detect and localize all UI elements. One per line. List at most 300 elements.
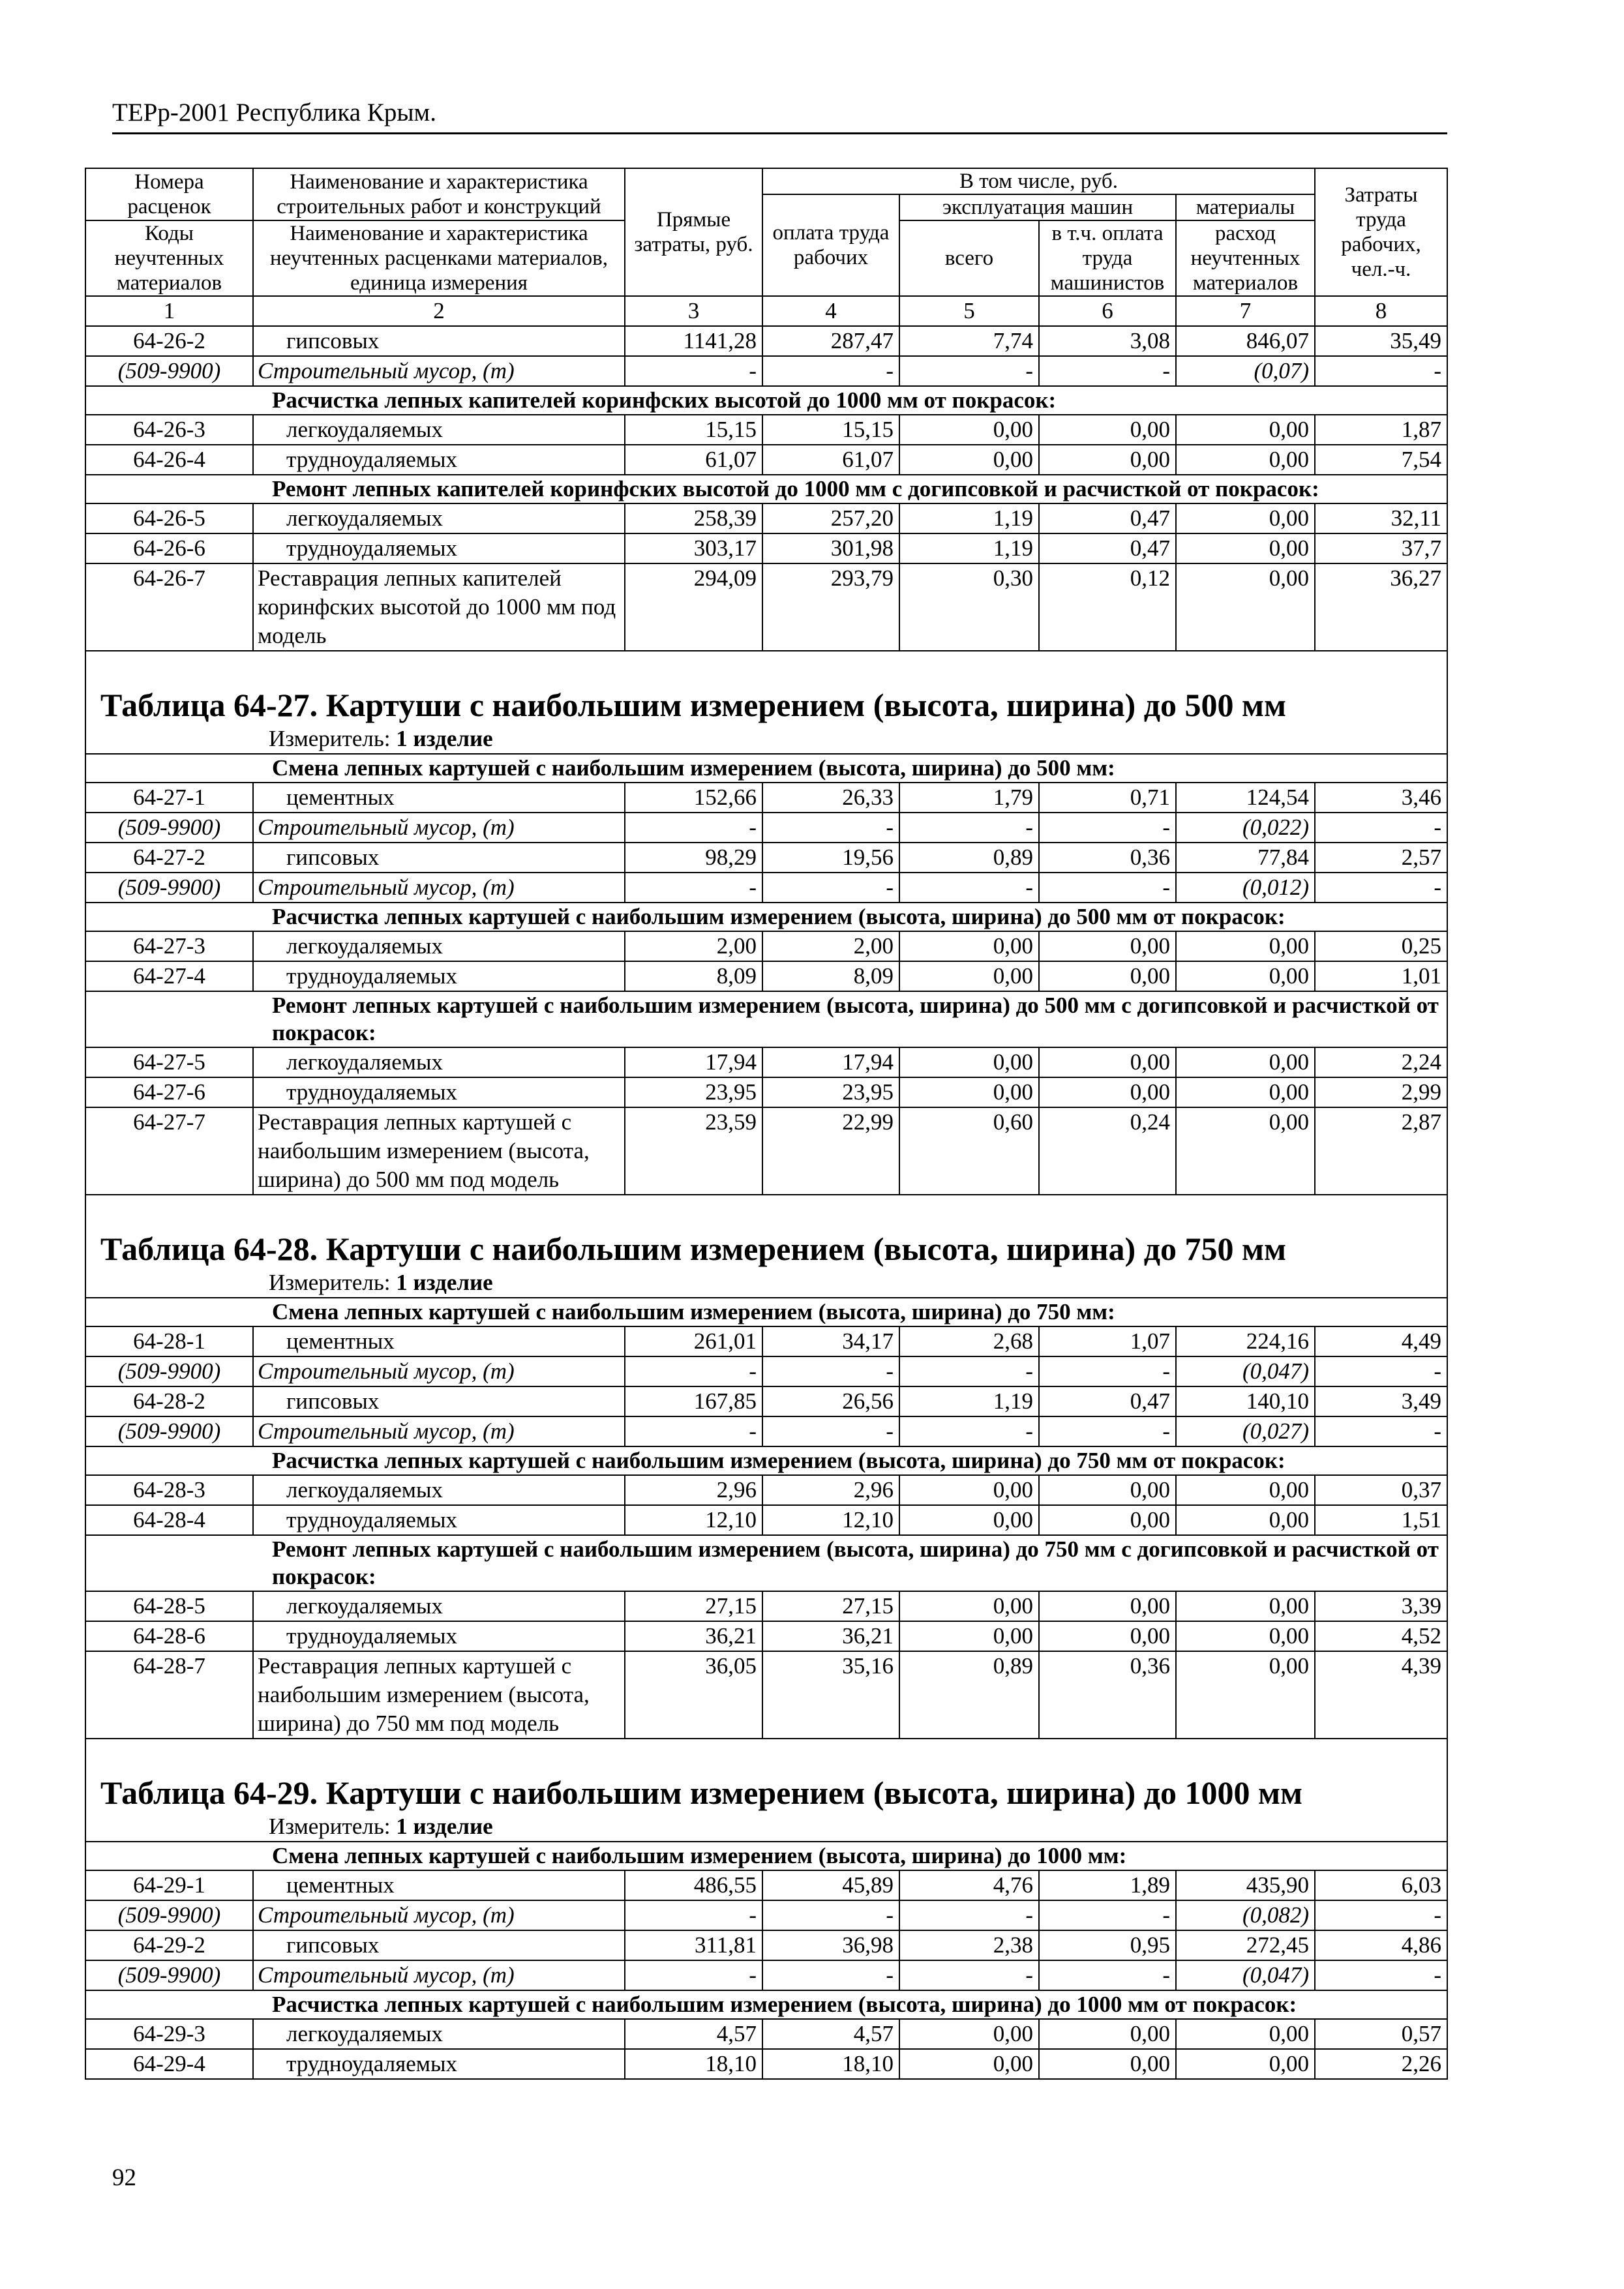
rate-code: 64-26-3 [85,415,253,445]
value-cell: 293,79 [762,563,899,651]
value-cell: - [899,1356,1039,1386]
value-cell: 1141,28 [625,326,762,356]
value-cell: - [1315,873,1447,903]
value-cell: 1,01 [1315,961,1447,991]
value-cell: 124,54 [1176,783,1315,813]
table-title-row [85,1739,1447,1812]
rate-code: 64-27-7 [85,1107,253,1195]
rate-code: 64-28-6 [85,1621,253,1651]
material-code: (509-9900) [85,1356,253,1386]
value-cell: 12,10 [625,1505,762,1535]
material-row [85,1416,1447,1446]
value-cell: 1,87 [1315,415,1447,445]
section-header-row [85,1446,1447,1475]
rate-name: трудноудаляемых [253,1077,625,1107]
machines-header: эксплуатация машин [899,194,1176,220]
rate-row [85,1475,1447,1505]
material-code: (509-9900) [85,813,253,843]
value-cell: 257,20 [762,503,899,533]
section-header-row [85,386,1447,415]
column-number: 2 [253,296,625,326]
rate-code: 64-27-3 [85,931,253,961]
value-cell: 0,00 [1176,1651,1315,1739]
value-cell: 1,19 [899,533,1039,563]
value-cell: 0,00 [899,1505,1039,1535]
material-name: Строительный мусор, (т) [253,1416,625,1446]
value-cell: 1,89 [1039,1870,1176,1900]
column-number: 7 [1176,296,1315,326]
value-cell: 0,36 [1039,1651,1176,1739]
value-cell: 0,00 [1176,931,1315,961]
rate-name: легкоудаляемых [253,415,625,445]
material-code: (509-9900) [85,356,253,386]
value-cell: 0,00 [899,1591,1039,1621]
section-header-row [85,1535,1447,1591]
rate-name: цементных [253,1870,625,1900]
value-cell: 98,29 [625,843,762,873]
section-title: Расчистка лепных картушей с наибольшим измерением (высота, ширина) до 500 мм от покрасок: [85,903,1447,931]
value-cell: - [1315,813,1447,843]
rate-code: 64-28-2 [85,1386,253,1416]
rate-code: 64-29-1 [85,1870,253,1900]
rate-code: 64-26-6 [85,533,253,563]
value-cell: 0,24 [1039,1107,1176,1195]
value-cell: 0,89 [899,1651,1039,1739]
material-name: Строительный мусор, (т) [253,1900,625,1930]
value-cell: 17,94 [625,1047,762,1077]
value-cell: 2,24 [1315,1047,1447,1077]
value-cell: 846,07 [1176,326,1315,356]
rate-row [85,1077,1447,1107]
value-cell: 2,00 [625,931,762,961]
value-cell: - [762,1356,899,1386]
page-number: 92 [112,2164,136,2191]
value-cell: 0,00 [899,931,1039,961]
rate-name: цементных [253,783,625,813]
value-cell: - [762,873,899,903]
value-cell: 0,00 [1039,1505,1176,1535]
value-cell: 61,07 [625,445,762,475]
value-cell: 0,00 [1039,2019,1176,2049]
material-name: Строительный мусор, (т) [253,873,625,903]
rate-code: 64-27-5 [85,1047,253,1077]
header-row-1 [85,168,1447,194]
value-cell: - [762,1960,899,1990]
value-cell: 0,00 [1176,563,1315,651]
value-cell: - [899,356,1039,386]
value-cell: - [1039,813,1176,843]
value-cell: 486,55 [625,1870,762,1900]
value-cell: 301,98 [762,533,899,563]
section-title: Расчистка лепных картушей с наибольшим измерением (высота, ширина) до 750 мм от покрасок: [85,1446,1447,1475]
value-cell: 2,26 [1315,2049,1447,2079]
value-cell: 0,00 [1176,1591,1315,1621]
table-title-row [85,1195,1447,1268]
rate-name: гипсовых [253,326,625,356]
value-cell: 18,10 [762,2049,899,2079]
rate-row [85,1047,1447,1077]
value-cell: - [899,813,1039,843]
value-cell: - [899,1416,1039,1446]
material-name: Строительный мусор, (т) [253,813,625,843]
rate-name: трудноудаляемых [253,445,625,475]
rate-code: 64-28-1 [85,1326,253,1356]
value-cell: 0,95 [1039,1930,1176,1960]
rate-code: 64-29-3 [85,2019,253,2049]
rate-code: 64-29-4 [85,2049,253,2079]
value-cell: 0,00 [1176,1475,1315,1505]
rate-row [85,1505,1447,1535]
col-b-top-header: Наименование и характеристика строительных работ и конструкций [253,168,625,220]
value-cell: 8,09 [625,961,762,991]
rate-name: трудноудаляемых [253,961,625,991]
column-number: 8 [1315,296,1447,326]
rate-row [85,1930,1447,1960]
value-cell: - [899,873,1039,903]
value-cell: 0,36 [1039,843,1176,873]
value-cell: 0,00 [1039,1591,1176,1621]
value-cell: (0,022) [1176,813,1315,843]
table-title: Таблица 64-27. Картуши с наибольшим измерением (высота, ширина) до 500 мм [85,651,1447,725]
value-cell: 0,00 [899,445,1039,475]
value-cell: 23,59 [625,1107,762,1195]
value-cell: - [1315,1960,1447,1990]
value-cell: 0,00 [899,1077,1039,1107]
value-cell: 0,00 [1176,1621,1315,1651]
value-cell: 1,51 [1315,1505,1447,1535]
section-header-row [85,475,1447,503]
value-cell: (0,027) [1176,1416,1315,1446]
value-cell: 0,00 [899,1621,1039,1651]
value-cell: - [1039,873,1176,903]
value-cell: - [625,1900,762,1930]
col-g-header: расход неучтенных материалов [1176,220,1315,296]
value-cell: 12,10 [762,1505,899,1535]
section-title: Расчистка лепных картушей с наибольшим измерением (высота, ширина) до 1000 мм от покрасок: [85,1990,1447,2019]
value-cell: 2,38 [899,1930,1039,1960]
value-cell: 45,89 [762,1870,899,1900]
rate-row [85,931,1447,961]
material-code: (509-9900) [85,1416,253,1446]
value-cell: 34,17 [762,1326,899,1356]
rate-name: трудноудаляемых [253,1621,625,1651]
value-cell: 2,68 [899,1326,1039,1356]
meter-row [85,1268,1447,1298]
rate-row [85,843,1447,873]
value-cell: 140,10 [1176,1386,1315,1416]
value-cell: 0,00 [1176,533,1315,563]
value-cell: 15,15 [625,415,762,445]
materials-header: материалы [1176,194,1315,220]
value-cell: 0,00 [1176,2049,1315,2079]
value-cell: 27,15 [762,1591,899,1621]
rate-row [85,2019,1447,2049]
value-cell: - [1315,1416,1447,1446]
rate-code: 64-26-2 [85,326,253,356]
rate-name: цементных [253,1326,625,1356]
value-cell: 2,57 [1315,843,1447,873]
column-numbers-row [85,296,1447,326]
material-name: Строительный мусор, (т) [253,356,625,386]
value-cell: 4,49 [1315,1326,1447,1356]
column-number: 4 [762,296,899,326]
meter-line [85,1812,1447,1842]
value-cell: 0,00 [899,1047,1039,1077]
value-cell: 3,39 [1315,1591,1447,1621]
value-cell: - [1039,1356,1176,1386]
value-cell: - [762,813,899,843]
meter-label: Измеритель: [269,1270,391,1295]
value-cell: - [762,356,899,386]
table-title-row [85,651,1447,725]
value-cell: 36,05 [625,1651,762,1739]
value-cell: - [625,356,762,386]
value-cell: 0,00 [1176,445,1315,475]
value-cell: 0,00 [1039,1621,1176,1651]
value-cell: 0,57 [1315,2019,1447,2049]
rate-row [85,445,1447,475]
value-cell: - [625,873,762,903]
column-number: 6 [1039,296,1176,326]
value-cell: 258,39 [625,503,762,533]
value-cell: 0,00 [1176,1107,1315,1195]
rate-row [85,1591,1447,1621]
value-cell: 0,89 [899,843,1039,873]
rate-code: 64-26-7 [85,563,253,651]
value-cell: 0,00 [1176,1077,1315,1107]
rate-row [85,1107,1447,1195]
rate-row [85,1870,1447,1900]
rate-code: 64-27-6 [85,1077,253,1107]
col-a-bottom-header: Коды неучтенных материалов [85,220,253,296]
rate-name: трудноудаляемых [253,1505,625,1535]
rate-name: легкоудаляемых [253,931,625,961]
material-code: (509-9900) [85,1900,253,1930]
section-header-row [85,754,1447,783]
material-code: (509-9900) [85,1960,253,1990]
value-cell: 0,00 [1176,503,1315,533]
table-title: Таблица 64-28. Картуши с наибольшим измерением (высота, ширина) до 750 мм [85,1195,1447,1268]
value-cell: 7,54 [1315,445,1447,475]
group-header: В том числе, руб. [762,168,1315,194]
value-cell: 272,45 [1176,1930,1315,1960]
value-cell: 23,95 [625,1077,762,1107]
value-cell: 0,00 [1176,1505,1315,1535]
section-title: Ремонт лепных картушей с наибольшим измерением (высота, ширина) до 500 мм с догипсовкой и расчисткой от покрасок: [85,991,1447,1047]
value-cell: 15,15 [762,415,899,445]
section-title: Ремонт лепных картушей с наибольшим измерением (высота, ширина) до 750 мм с догипсовкой и расчисткой от покрасок: [85,1535,1447,1591]
rate-name: Реставрация лепных капителей коринфских высотой до 1000 мм под модель [253,563,625,651]
meter-row [85,725,1447,754]
table-title: Таблица 64-29. Картуши с наибольшим измерением (высота, ширина) до 1000 мм [85,1739,1447,1812]
col-h-header: Затраты труда рабочих, чел.-ч. [1315,168,1447,296]
material-row [85,1960,1447,1990]
value-cell: 0,30 [899,563,1039,651]
value-cell: 3,49 [1315,1386,1447,1416]
value-cell: 36,98 [762,1930,899,1960]
value-cell: 19,56 [762,843,899,873]
value-cell: 0,00 [1039,1077,1176,1107]
meter-line [85,725,1447,754]
section-header-row [85,991,1447,1047]
rate-name: Реставрация лепных картушей с наибольшим измерением (высота, ширина) до 750 мм под модель [253,1651,625,1739]
column-number: 5 [899,296,1039,326]
value-cell: - [1039,1900,1176,1930]
rate-code: 64-28-5 [85,1591,253,1621]
value-cell: 0,00 [1039,2049,1176,2079]
value-cell: 2,96 [762,1475,899,1505]
rates-table [85,168,1448,2080]
value-cell: - [1315,356,1447,386]
value-cell: - [1039,356,1176,386]
material-row [85,1356,1447,1386]
value-cell: 0,37 [1315,1475,1447,1505]
value-cell: - [1039,1416,1176,1446]
value-cell: (0,047) [1176,1356,1315,1386]
section-header-row [85,903,1447,931]
value-cell: 0,00 [1039,445,1176,475]
value-cell: - [1315,1356,1447,1386]
meter-value: 1 изделие [396,1270,493,1295]
rate-name: легкоудаляемых [253,1475,625,1505]
value-cell: 0,60 [899,1107,1039,1195]
rate-code: 64-26-4 [85,445,253,475]
rate-row [85,1386,1447,1416]
rate-code: 64-28-3 [85,1475,253,1505]
rate-name: Реставрация лепных картушей с наибольшим измерением (высота, ширина) до 500 мм под модель [253,1107,625,1195]
rate-code: 64-26-5 [85,503,253,533]
value-cell: 0,00 [1039,415,1176,445]
value-cell: 26,56 [762,1386,899,1416]
value-cell: 4,86 [1315,1930,1447,1960]
value-cell: 435,90 [1176,1870,1315,1900]
value-cell: 4,57 [625,2019,762,2049]
value-cell: 7,74 [899,326,1039,356]
col-d-header: оплата труда рабочих [762,194,899,296]
meter-value: 1 изделие [396,726,493,751]
value-cell: 0,00 [1176,2019,1315,2049]
material-name: Строительный мусор, (т) [253,1960,625,1990]
value-cell: 303,17 [625,533,762,563]
value-cell: (0,07) [1176,356,1315,386]
column-number: 3 [625,296,762,326]
rate-row [85,2049,1447,2079]
value-cell: 4,52 [1315,1621,1447,1651]
value-cell: 0,00 [1176,961,1315,991]
meter-label: Измеритель: [269,1814,391,1839]
section-title: Ремонт лепных капителей коринфских высотой до 1000 мм с догипсовкой и расчисткой от покрасок: [85,475,1447,503]
section-title: Смена лепных картушей с наибольшим измерением (высота, ширина) до 500 мм: [85,754,1447,783]
value-cell: 3,46 [1315,783,1447,813]
rate-name: трудноудаляемых [253,533,625,563]
rate-name: гипсовых [253,843,625,873]
value-cell: 2,99 [1315,1077,1447,1107]
value-cell: 32,11 [1315,503,1447,533]
value-cell: - [762,1900,899,1930]
rate-row [85,1326,1447,1356]
rate-name: гипсовых [253,1930,625,1960]
rate-name: легкоудаляемых [253,1047,625,1077]
col-f-header: в т.ч. оплата труда машинистов [1039,220,1176,296]
column-number: 1 [85,296,253,326]
rate-name: гипсовых [253,1386,625,1416]
value-cell: 4,57 [762,2019,899,2049]
value-cell: 294,09 [625,563,762,651]
material-row [85,873,1447,903]
rate-code: 64-27-4 [85,961,253,991]
col-c-header: Прямые затраты, руб. [625,168,762,296]
meter-value: 1 изделие [396,1814,493,1839]
value-cell: 22,99 [762,1107,899,1195]
value-cell: 2,00 [762,931,899,961]
rate-row [85,503,1447,533]
value-cell: 0,47 [1039,503,1176,533]
rate-row [85,961,1447,991]
value-cell: 0,00 [1176,1047,1315,1077]
value-cell: 0,00 [1176,415,1315,445]
value-cell: 77,84 [1176,843,1315,873]
value-cell: 0,12 [1039,563,1176,651]
rate-row [85,533,1447,563]
value-cell: 224,16 [1176,1326,1315,1356]
rate-row [85,1621,1447,1651]
value-cell: 287,47 [762,326,899,356]
value-cell: 167,85 [625,1386,762,1416]
value-cell: 0,00 [899,1475,1039,1505]
rate-code: 64-29-2 [85,1930,253,1960]
value-cell: 37,7 [1315,533,1447,563]
rate-row [85,415,1447,445]
value-cell: 0,00 [1039,1475,1176,1505]
section-header-row [85,1298,1447,1326]
value-cell: - [625,1960,762,1990]
value-cell: 35,49 [1315,326,1447,356]
value-cell: (0,047) [1176,1960,1315,1990]
section-header-row [85,1990,1447,2019]
section-header-row [85,1842,1447,1870]
rate-code: 64-27-2 [85,843,253,873]
material-code: (509-9900) [85,873,253,903]
value-cell: 8,09 [762,961,899,991]
value-cell: 0,00 [899,415,1039,445]
value-cell: - [762,1416,899,1446]
value-cell: 0,00 [1039,961,1176,991]
value-cell: 0,00 [899,2049,1039,2079]
col-a-top-header: Номера расценок [85,168,253,220]
value-cell: 36,27 [1315,563,1447,651]
value-cell: (0,082) [1176,1900,1315,1930]
value-cell: 18,10 [625,2049,762,2079]
rate-row [85,563,1447,651]
rate-name: легкоудаляемых [253,2019,625,2049]
value-cell: 4,39 [1315,1651,1447,1739]
header-rule [112,132,1447,134]
meter-line [85,1268,1447,1298]
value-cell: 17,94 [762,1047,899,1077]
value-cell: 261,01 [625,1326,762,1356]
meter-label: Измеритель: [269,726,391,751]
section-title: Расчистка лепных капителей коринфских высотой до 1000 мм от покрасок: [85,386,1447,415]
col-e-header: всего [899,220,1039,296]
material-name: Строительный мусор, (т) [253,1356,625,1386]
value-cell: 0,71 [1039,783,1176,813]
page-header: ТЕРр-2001 Республика Крым. [112,98,436,127]
value-cell: 311,81 [625,1930,762,1960]
table-body [85,168,1447,2079]
section-title: Смена лепных картушей с наибольшим измерением (высота, ширина) до 1000 мм: [85,1842,1447,1870]
value-cell: 61,07 [762,445,899,475]
value-cell: 27,15 [625,1591,762,1621]
